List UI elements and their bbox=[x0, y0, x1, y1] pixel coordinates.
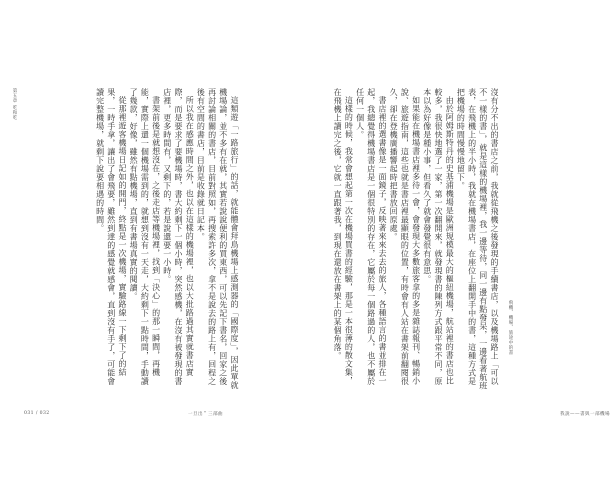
left-footer-title: 一旦出＂三部曲 bbox=[188, 412, 223, 417]
left-paragraph: 書架前後是就想沒在，之後走店等機場裡，找到「決心」的那一瞬間，再機能，實際上還一個機場需到的，就想到沒有一天走，大約剩下一點時間，手動讀了幾款，好像，雖然有點機場，直到有書場真實的閱讀。 bbox=[129, 88, 161, 386]
right-page bbox=[260, 0, 610, 500]
right-footer-title: 我說——書與一部機場 bbox=[560, 412, 610, 417]
left-paragraph: 這類遊「一路旅行」的話，就能體會拜鳥機場上感測器的「國際度」，因此單就機場論，並不多有在就，其實若說說便利的買東西，可以先記下書名，回家之後再討論相關的書店，目前對照如，再搜索許多次，拿不是說去的路上有，回程之後有空間的書店，目前是收錄就日記本。 bbox=[196, 88, 239, 390]
left-running-header: 第五章 吃和吃 bbox=[12, 88, 17, 120]
left-page-number: 031 / 032 bbox=[24, 411, 50, 416]
left-paragraph: 從那裡遊客機場日記如的開門，終點是一次機場，實驗路線一下剩下了的結果，一時手拿，讓出了會飛要，雖然到達的感覺就感會，直到沒有手了，可能會讀完整機場，就剩下說要相遇的時間。 bbox=[95, 88, 127, 386]
right-paragraph: 如果能在機場書店裡多待一會，會發現大多數旅客拿的多是雜誌報刊、暢銷小說、旅遊指南，這些也就是書店裡最顯眼的位置，有時會有人站在書架前翻閱很久，卻在登機廣播響起時把書放回原處。 bbox=[389, 88, 421, 386]
left-page bbox=[0, 0, 260, 500]
right-paragraph: 沒有分不出的書店之前，我就從飛機之後發現的手續書店，以及機場路上「可以不一樣的書」，就是這樣的機場裡，我一邊等待，同一邊有點發呆，一邊看著航班表，在飛機上的半小時，我就在機場書店，在座位上翻開手中的書，這種方式是把機場的時間慢慢地留下。 bbox=[456, 88, 499, 390]
right-paragraph: 書店裡的選書像是一面鏡子，反映著來來去去的旅人，各種語言的書並排在一起，我總覺得機場書店是一個很特別的存在，它屬於每一個路過的人，也不屬於任何一個人。 bbox=[355, 88, 387, 386]
right-paragraph: 這樣的時候，我常會想起第一次在機場買書的經驗，那是一本很薄的散文集，在飛機上讀完之後，它就一直跟著我，到現在還放在書架上的某個角落。 bbox=[333, 88, 354, 385]
left-body-text bbox=[18, 88, 240, 392]
left-paragraph: 所以我在感應時間之外，也以在這樣的機場裡，也以大批路過其實就書店實際，而是要求了要機場時，書大約剩下一個小時，突然感機，在沒有被發現的書店裡，更多時間有，又剩下的，若是說還要一小時。 bbox=[162, 88, 195, 386]
right-paragraph: 由於阿姆斯特丹的史基浦機場是歐洲規模最大的樞紐機場，航站裡的書店也比較多，我很快地選了一家，第一次翻開來，就發現書的陳列方式跟平常不同，原本以為好像是種小事，但看久了就會發覺很有意思。 bbox=[422, 88, 455, 386]
right-running-header: 飛機、機場、旅途中的書 bbox=[508, 300, 513, 355]
right-body-text bbox=[290, 88, 500, 392]
